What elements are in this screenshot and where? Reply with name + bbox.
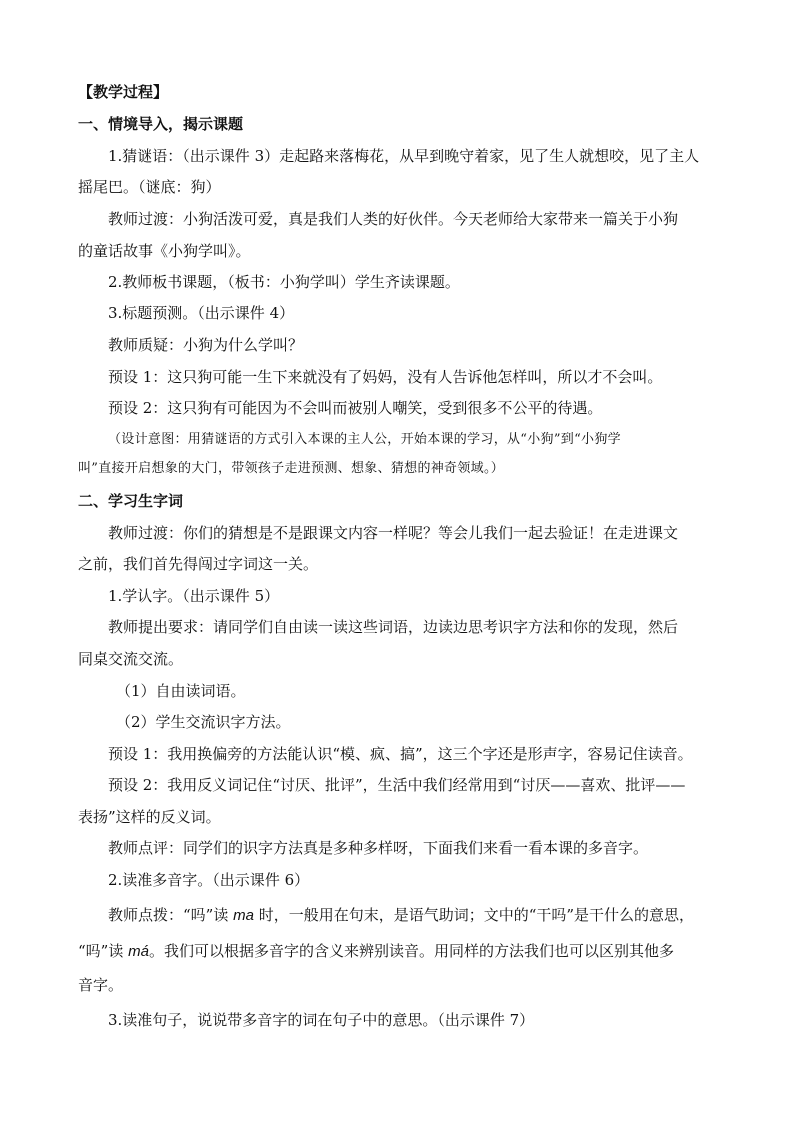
guidance-text-c: “吗”读 — [78, 942, 129, 960]
section-title: 【教学过程】 — [78, 83, 169, 101]
paragraph-polyphones: 2.读准多音字。（出示课件 6） — [108, 871, 310, 889]
paragraph-preset2-2-line2: 表扬”这样的反义词。 — [78, 808, 221, 826]
paragraph-teacher-question: 教师质疑：小狗为什么学叫？ — [108, 336, 304, 354]
paragraph-preset-1: 预设 1：这只狗可能一生下来就没有了妈妈，没有人告诉他怎样叫，所以才不会叫。 — [108, 368, 663, 386]
design-note-line2: 叫”直接开启想象的大门，带领孩子走进预测、想象、猜想的神奇领域。） — [78, 461, 505, 476]
paragraph-teacher-comment: 教师点评：同学们的识字方法真是多种多样呀，下面我们来看一看本课的多音字。 — [108, 839, 649, 857]
paragraph-guidance-line1 — [108, 905, 694, 926]
paragraph-learn-characters: 1.学认字。（出示课件 5） — [108, 587, 280, 605]
part2-heading: 二、学习生字词 — [78, 492, 184, 510]
paragraph-requirement-line1: 教师提出要求：请同学们自由读一读这些词语，边读边思考识字方法和你的发现，然后 — [108, 618, 679, 636]
guidance-text-b: 时，一般用在句末，是语气助词；文中的“干吗”是干什么的意思， — [253, 906, 695, 924]
paragraph-transition2-line2: 之前，我们首先得闯过字词这一关。 — [78, 555, 319, 573]
paragraph-title-prediction: 3.标题预测。（出示课件 4） — [108, 304, 295, 322]
paragraph-free-read: （1）自由读词语。 — [116, 682, 246, 700]
design-note-line1: （设计意图：用猜谜语的方式引入本课的主人公，开始本课的学习，从“小狗”到“小狗学 — [108, 432, 621, 447]
paragraph-riddle-line1: 1.猜谜语：（出示课件 3）走起路来落梅花，从早到晚守着家，见了生人就想咬，见了主人 — [108, 147, 700, 165]
paragraph-riddle-line2: 摇尾巴。（谜底：狗） — [78, 178, 221, 196]
paragraph-transition2-line1: 教师过渡：你们的猜想是不是跟课文内容一样呢？等会儿我们一起去验证！在走进课文 — [108, 524, 679, 542]
paragraph-read-sentences: 3.读准句子，说说带多音字的词在句子中的意思。（出示课件 7） — [108, 1011, 535, 1029]
paragraph-transition-line2: 的童话故事《小狗学叫》。 — [78, 242, 251, 260]
paragraph-transition-line1: 教师过渡：小狗活泼可爱，真是我们人类的好伙伴。今天老师给大家带来一篇关于小狗 — [108, 210, 679, 228]
paragraph-preset-2: 预设 2：这只狗有可能因为不会叫而被别人嘲笑，受到很多不公平的待遇。 — [108, 399, 603, 417]
guidance-text-d: 。我们可以根据多音字的含义来辨别读音。用同样的方法我们也可以区别其他多 — [148, 942, 674, 960]
paragraph-guidance-line2 — [78, 941, 674, 962]
pinyin-ma-second-tone: má — [128, 943, 149, 960]
paragraph-board-title: 2.教师板书课题，（板书：小狗学叫）学生齐读课题。 — [108, 273, 460, 291]
pinyin-ma-neutral: ma — [233, 907, 254, 924]
paragraph-guidance-line3: 音字。 — [78, 976, 124, 994]
paragraph-preset2-1: 预设 1：我用换偏旁的方法能认识“模、疯、搞”，这三个字还是形声字，容易记住读音。 — [108, 745, 693, 763]
paragraph-requirement-line2: 同桌交流交流。 — [78, 650, 184, 668]
guidance-text-a: 教师点拨：“吗”读 — [108, 906, 234, 924]
paragraph-exchange-methods: （2）学生交流识字方法。 — [116, 713, 291, 731]
part1-heading: 一、情境导入，揭示课题 — [78, 115, 244, 133]
paragraph-preset2-2-line1: 预设 2：我用反义词记住“讨厌、批评”，生活中我们经常用到“讨厌——喜欢、批评—— — [108, 776, 686, 794]
